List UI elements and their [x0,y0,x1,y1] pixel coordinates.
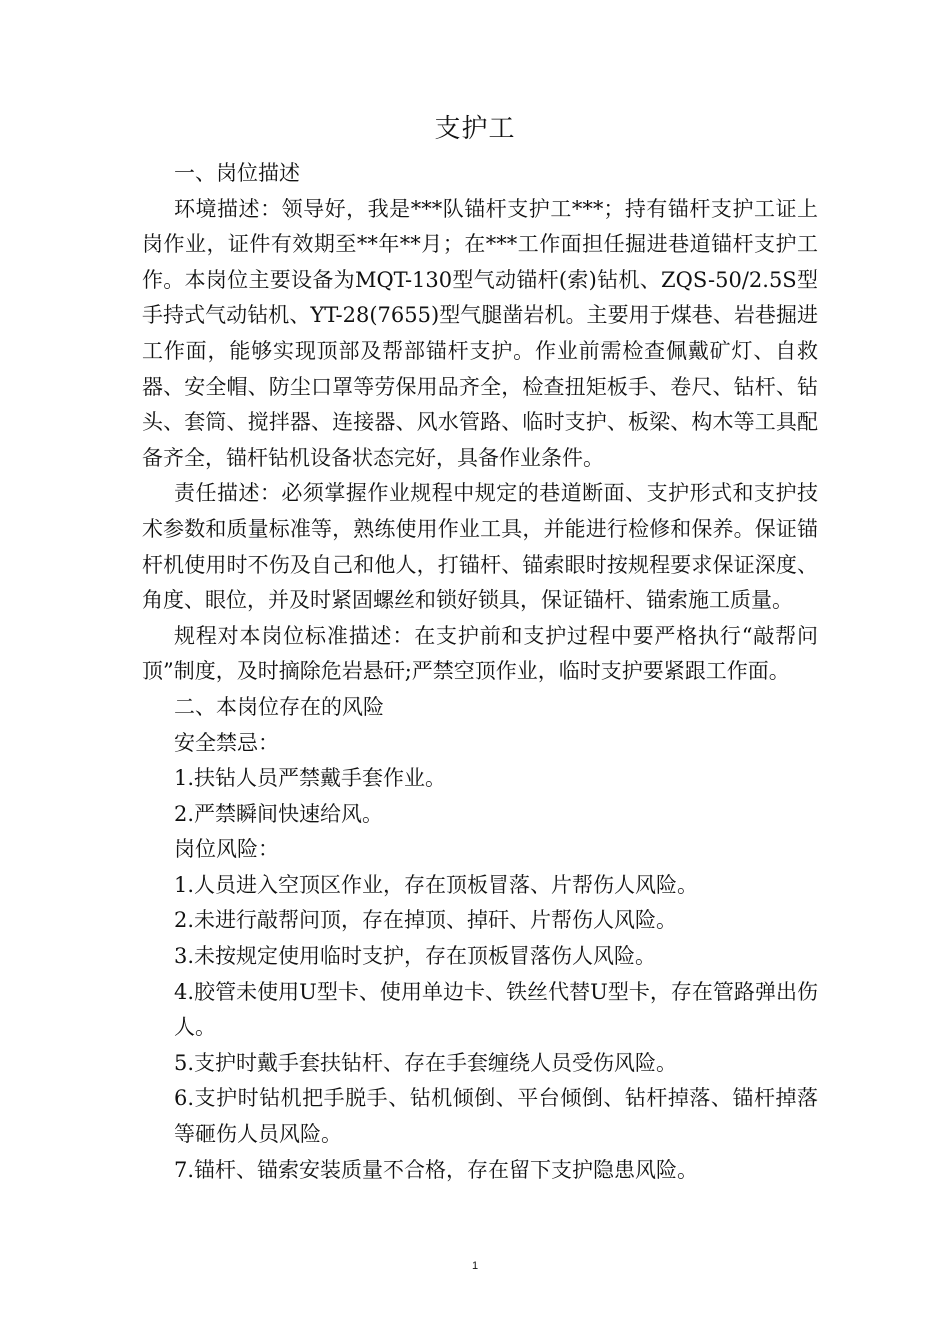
safety-taboo-item: 2.严禁瞬间快速给风。 [174,801,384,826]
section-heading: 二、本岗位存在的风险 [174,694,384,719]
risk-item: 5.支护时戴手套扶钻杆、存在手套缠绕人员受伤风险。 [174,1050,678,1075]
risk-item: 4.胶管未使用U型卡、使用单边卡、铁丝代替U型卡，存在管路弹出伤人。 [174,979,818,1040]
safety-taboo-item: 1.扶钻人员严禁戴手套作业。 [174,766,447,791]
risk-item: 6.支护时钻机把手脱手、钻机倾倒、平台倾倒、钻杆掉落、锚杆掉落等砸伤人员风险。 [174,1086,818,1147]
risk-item: 1.人员进入空顶区作业，存在顶板冒落、片帮伤人风险。 [174,872,699,897]
risk-heading: 岗位风险： [174,837,279,862]
standard-description: 规程对本岗位标准描述：在支护前和支护过程中要严格执行“敲帮问顶”制度，及时摘除危岩悬矸;严禁空顶作业，临时支护要紧跟工作面。 [142,623,818,684]
risk-item: 2.未进行敲帮问顶，存在掉顶、掉矸、片帮伤人风险。 [174,908,678,933]
document-body [142,156,818,1188]
section-heading: 一、岗位描述 [174,161,300,185]
risk-item: 3.未按规定使用临时支护，存在顶板冒落伤人风险。 [174,944,657,969]
risk-item: 7.锚杆、锚索安装质量不合格，存在留下支护隐患风险。 [174,1157,699,1182]
page-number: 1 [471,1260,479,1272]
environment-description: 环境描述：领导好，我是***队锚杆支护工***；持有锚杆支护工证上岗作业，证件有效期至**年**月；在***工作面担任掘进巷道锚杆支护工作。本岗位主要设备为MQT-130型气动锚杆(索)钻机、ZQS-50/2.5S型手持式气动钻机、YT-28(7655)型气腿凿岩机。主要用于煤巷、岩巷掘进工作面，能够实现顶部及帮部锚杆支护。作业前需检查佩戴矿灯、自救器、安全帽、防尘口罩等劳保用品齐全，检查扭矩板手、卷尺、钻杆、钻头、套筒、搅拌器、连接器、风水管路、临时支护、板梁、构木等工具配备齐全，锚杆钻机设备状态完好，具备作业条件。 [142,196,818,470]
safety-taboo-heading: 安全禁忌： [174,730,279,755]
document-title: 支护工 [434,114,516,144]
responsibility-description: 责任描述：必须掌握作业规程中规定的巷道断面、支护形式和支护技术参数和质量标准等，熟练使用作业工具，并能进行检修和保养。保证锚杆机使用时不伤及自己和他人，打锚杆、锚索眼时按规程要求保证深度、角度、眼位，并及时紧固螺丝和锁好锁具，保证锚杆、锚索施工质量。 [142,481,818,613]
